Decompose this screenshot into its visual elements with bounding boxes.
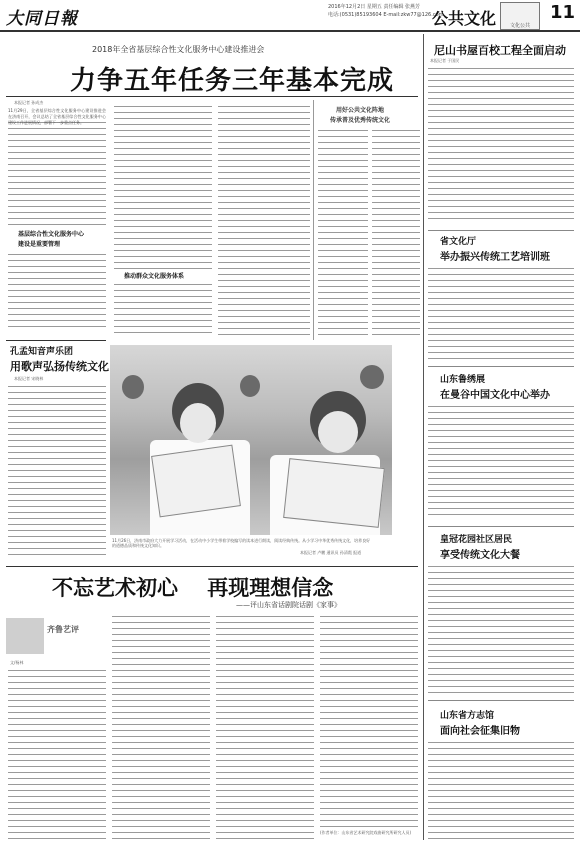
sidebar-column-2	[372, 128, 420, 338]
bottom-subhead: ——评山东省话剧院话剧《家事》	[236, 601, 341, 609]
left-story-byline: 本报记者 宋晓林	[14, 376, 44, 381]
right-rule-3	[428, 526, 574, 527]
right-rule-1	[428, 230, 574, 231]
left-story-title-2: 用歌声弘扬传统文化	[10, 360, 109, 373]
right-body-5	[428, 740, 574, 840]
right-column-divider	[423, 34, 424, 840]
lead-column-2b	[114, 282, 212, 338]
section-emblem-label: 文化公共	[509, 23, 530, 29]
sidebar-column-1	[318, 128, 368, 338]
lead-photo	[110, 345, 392, 535]
right-headline-5a: 山东省方志馆	[440, 711, 495, 721]
right-body-2	[428, 266, 574, 362]
lead-column-1b	[8, 252, 106, 332]
bottom-column-1	[8, 668, 106, 840]
right-headline-3a: 山东鲁绣展	[440, 375, 486, 385]
left-story-body	[8, 384, 106, 560]
lead-column-1	[8, 108, 106, 228]
lead-body-text: 11月29日，全省基层综合性文化服务中心建设推进会在济南召开，会议总结了全省基层综合性文化服务中心建设工作进展情况，部署下一步重点任务。	[8, 108, 106, 125]
bottom-column-3	[216, 614, 314, 840]
bottom-headline: 不忘艺术初心 再现理想信念	[52, 576, 334, 600]
right-rule-4	[428, 700, 574, 701]
bottom-footer: (作者单位：山东省艺术研究院戏曲研究所研究人员)	[320, 830, 412, 835]
bottom-column-4	[320, 614, 418, 828]
left-story-title-1: 孔孟知音声乐团	[10, 347, 74, 357]
lead-kicker: 2018年全省基层综合性文化服务中心建设推进会	[92, 45, 265, 54]
section-emblem-icon	[500, 2, 540, 30]
lead-column-2	[114, 104, 212, 270]
column-divider	[313, 100, 314, 340]
date-line: 2016年12月2日 星期五 责任编辑 张燕芳	[328, 4, 421, 10]
right-headline-2a: 省文化厅	[440, 237, 477, 247]
right-headline-1: 尼山书屋百校工程全面启动	[434, 44, 566, 57]
masthead	[0, 0, 580, 32]
photo-credit: 本报记者 卢鹏 通讯员 孙清霞 报道	[300, 550, 362, 555]
sidebar-title: 用好公共文化阵地 传承普及优秀传统文化	[330, 107, 391, 124]
bottom-column-2	[112, 614, 210, 840]
lead-rule	[6, 96, 418, 97]
lead-column-3	[218, 104, 310, 338]
bottom-rule	[6, 566, 418, 567]
lead-byline: 本报记者 孙成杰	[14, 100, 44, 105]
right-body-3	[428, 404, 574, 520]
right-headline-4b: 享受传统文化大餐	[440, 550, 520, 561]
right-body-1	[428, 66, 574, 224]
right-headline-3b: 在曼谷中国文化中心举办	[440, 390, 550, 401]
photo-caption: 11月26日，济南市政府大力开展学习活动，在活动中小学生带着学校编写的读本进行朗读，阅读经典传统。从小学习中华优秀传统文化，培养良好的道德品质和传统文化知识。	[112, 538, 371, 548]
right-rule-2	[428, 366, 574, 367]
columnist-avatar	[6, 618, 44, 654]
left-story-rule	[6, 340, 106, 341]
right-body-4	[428, 564, 574, 694]
section-title: 公共文化	[432, 9, 497, 28]
lead-subhead-1: 基层综合性文化服务中心 建设是重要管理	[18, 231, 85, 248]
lead-headline: 力争五年任务三年基本完成	[70, 66, 395, 96]
lead-subhead-2: 推动群众文化服务体系	[124, 273, 185, 280]
right-headline-5b: 面向社会征集旧物	[440, 726, 520, 737]
page-number: 11	[550, 2, 576, 23]
column-name: 齐鲁艺评	[47, 625, 79, 634]
right-byline-1: 本报记者 于国民	[430, 58, 460, 63]
bottom-byline: 文/杨林	[10, 660, 24, 665]
right-headline-2b: 举办振兴传统工艺培训班	[440, 252, 550, 263]
right-headline-4a: 皇冠花园社区居民	[440, 535, 513, 545]
contact-line: 电话:(0531)85193604 E-mail:zkw77@126.com	[328, 12, 444, 18]
newspaper-logo: 大同日報	[6, 9, 78, 29]
